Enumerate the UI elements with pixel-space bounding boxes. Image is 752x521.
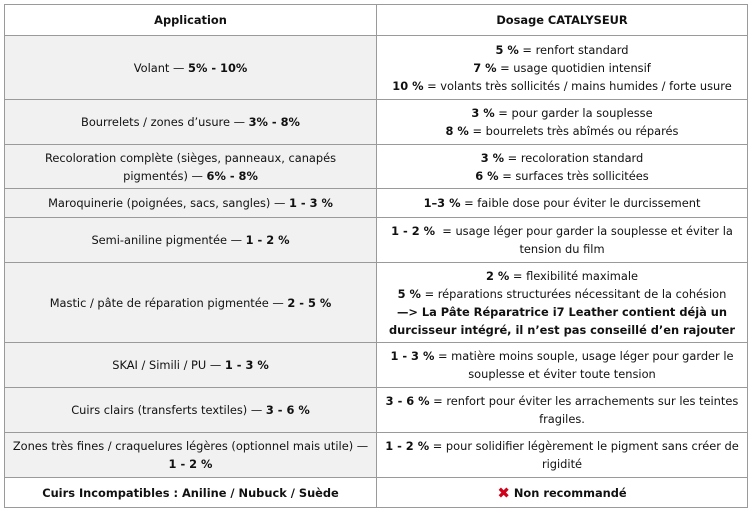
application-range: 2 - 5 % (287, 295, 332, 310)
dosage-line: 3 - 6 % = renfort pour éviter les arrachements sur les teintes fragiles. (385, 394, 739, 426)
table-row (5, 343, 748, 388)
application-cell (5, 36, 377, 100)
application-cell (5, 189, 377, 218)
application-range: 3 - 6 % (265, 403, 310, 417)
dosage-note: —> La Pâte Réparatrice i7 Leather contient déjà un durcisseur intégré, il n’est pas conseillé d’en rajouter (388, 304, 735, 337)
table-row (5, 433, 748, 478)
dosage-line: 1 - 2 % = usage léger pour garder la souplesse et éviter la tension du film (391, 224, 737, 256)
application-text: Cuirs clairs (transferts textiles) — (71, 403, 266, 417)
table-row (5, 189, 748, 218)
application-cell (5, 433, 377, 478)
dosage-line: 2 % = flexibilité maximale (485, 268, 639, 283)
incompatible-leathers-cell: Cuirs Incompatibles : Aniline / Nubuck / Suède (5, 478, 377, 508)
application-text: Volant — (133, 60, 189, 75)
cross-icon: ✖ (497, 484, 510, 502)
application-cell (5, 145, 377, 189)
dosage-cell (377, 145, 748, 189)
application-text: Recoloration complète (sièges, panneaux, canapés pigmentés) — (44, 150, 337, 183)
dosage-line: 3 % = pour garder la souplesse (471, 106, 653, 120)
table-row (5, 145, 748, 189)
application-cell (5, 100, 377, 145)
application-text: Zones très fines / craquelures légères (optionnel mais utile) — (12, 439, 369, 453)
table-row (5, 36, 748, 100)
header-dosage: Dosage CATALYSEUR (377, 5, 748, 36)
application-range: 3% - 8% (248, 115, 300, 129)
dosage-line: 10 % = volants très sollicités / mains humides / forte usure (392, 78, 732, 93)
application-text: Bourrelets / zones d’usure — (81, 115, 249, 129)
dosage-line: 8 % = bourrelets très abîmés ou réparés (445, 124, 679, 138)
application-text: Semi-aniline pigmentée — (91, 233, 246, 247)
not-recommended-cell (377, 478, 748, 508)
application-text: Mastic / pâte de réparation pigmentée — (49, 295, 288, 310)
table-row (5, 388, 748, 433)
dosage-cell (377, 388, 748, 433)
application-text: SKAI / Simili / PU — (112, 358, 225, 372)
dosage-cell (377, 100, 748, 145)
dosage-cell (377, 433, 748, 478)
application-range: 1 - 2 % (245, 233, 290, 247)
application-range: 6% - 8% (206, 168, 258, 183)
table-row-incompatible (5, 478, 748, 508)
dosage-cell (377, 263, 748, 343)
dosage-line: 1 - 3 % = matière moins souple, usage léger pour garder le souplesse et éviter toute tension (390, 349, 734, 381)
dosage-table (4, 4, 748, 508)
dosage-cell (377, 218, 748, 263)
application-cell (5, 218, 377, 263)
dosage-line: 1–3 % = faible dose pour éviter le durcissement (423, 196, 701, 210)
dosage-line: 7 % = usage quotidien intensif (473, 60, 651, 75)
header-application: Application (5, 5, 377, 36)
dosage-cell (377, 189, 748, 218)
dosage-line: 6 % = surfaces très sollicitées (475, 168, 649, 183)
table-row (5, 218, 748, 263)
application-cell (5, 263, 377, 343)
application-range: 1 - 3 % (289, 196, 333, 210)
dosage-cell (377, 36, 748, 100)
application-cell (5, 343, 377, 388)
not-recommended-label: Non recommandé (513, 486, 627, 500)
dosage-cell (377, 343, 748, 388)
dosage-line: 1 - 2 % = pour solidifier légèrement le pigment sans créer de rigidité (385, 439, 739, 471)
header-row (5, 5, 748, 36)
dosage-line: 5 % = réparations structurées nécessitant de la cohésion (397, 286, 727, 301)
application-range: 5% - 10% (188, 60, 248, 75)
application-range: 1 - 3 % (224, 358, 269, 372)
application-cell (5, 388, 377, 433)
table-row (5, 100, 748, 145)
application-text: Maroquinerie (poignées, sacs, sangles) — (48, 196, 289, 210)
dosage-line: 5 % = renfort standard (495, 42, 629, 57)
table-row (5, 263, 748, 343)
dosage-line: 3 % = recoloration standard (480, 150, 644, 165)
application-range: 1 - 2 % (168, 457, 213, 471)
